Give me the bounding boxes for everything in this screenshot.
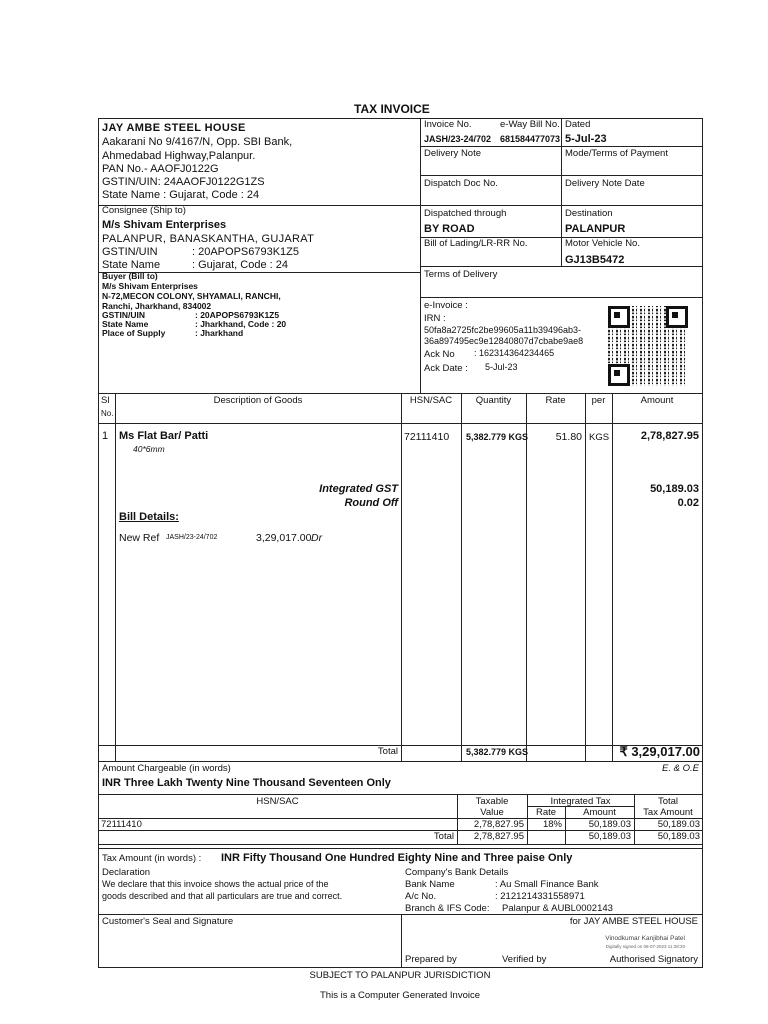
tax-igst-header: Integrated Tax	[550, 796, 611, 807]
col-quantity	[526, 393, 527, 761]
buyer-address-1: N-72,MECON COLONY, SHYAMALI, RANCHI,	[102, 291, 281, 301]
tax-taxable-header-2: Value	[480, 807, 504, 818]
tax-taxable-header-1: Taxable	[475, 796, 509, 807]
col-sl	[115, 393, 116, 761]
tax-rate-header: Rate	[535, 807, 557, 818]
invoice-title: TAX INVOICE	[354, 102, 430, 116]
item-amount: 2,78,827.95	[640, 430, 699, 442]
declaration-line-1: We declare that this invoice shows the actual price of the	[102, 879, 329, 889]
seller-address-1: Aakarani No 9/4167/N, Opp. SBI Bank,	[102, 136, 293, 148]
total-amount: ₹ 3,29,017.00	[619, 744, 700, 759]
signature-top	[98, 914, 702, 915]
tax-row-total: 50,189.03	[657, 819, 700, 830]
bill-ref-type: New Ref	[119, 532, 160, 544]
bill-ref-number: JASH/23-24/702	[166, 534, 218, 541]
item-sl: 1	[102, 430, 109, 442]
computer-generated-note: This is a Computer Generated Invoice	[320, 990, 480, 1001]
meta-divider	[561, 118, 562, 266]
col-hsn	[461, 393, 462, 761]
tax-table-bottom	[98, 844, 702, 845]
declaration-top	[98, 848, 702, 849]
bank-name: : Au Small Finance Bank	[495, 879, 599, 890]
header-no: No.	[101, 409, 114, 418]
declaration-heading: Declaration	[102, 867, 151, 878]
bank-name-label: Bank Name	[405, 879, 455, 890]
eway-no: 681584477073	[500, 134, 561, 144]
tax-total-total: 50,189.03	[657, 831, 700, 842]
einvoice-label: e-Invoice :	[424, 300, 468, 311]
buyer-pos: : Jharkhand	[195, 328, 244, 338]
tax-total-header-1: Total	[657, 796, 679, 807]
tax-amount-header: Amount	[583, 807, 616, 818]
buyer-pos-label: Place of Supply	[102, 328, 166, 338]
bank-heading: Company's Bank Details	[405, 867, 509, 878]
signer-name: Vinodkumar Kanjibhai Patel	[605, 935, 685, 942]
buyer-name: M/s Shivam Enterprises	[102, 281, 198, 291]
tax-hsn-header: HSN/SAC	[256, 796, 299, 807]
delivery-note-date-label: Delivery Note Date	[565, 178, 645, 189]
igst-label: Integrated GST	[319, 483, 398, 495]
buyer-gstin-label: GSTIN/UIN	[102, 310, 145, 320]
dated-label: Dated	[565, 119, 591, 130]
verified-by-label: Verified by	[502, 954, 547, 965]
meta-row3	[420, 205, 702, 206]
buyer-address-2: Ranchi, Jharkhand, 834002	[102, 301, 212, 311]
header-amount: Amount	[640, 395, 674, 406]
seller-address-2: Ahmedabad Highway,Palanpur.	[102, 150, 256, 162]
ack-no-label: Ack No	[424, 349, 455, 360]
consignee-address: PALANPUR, BANASKANTHA, GUJARAT	[102, 233, 315, 245]
irn-line-1: 50fa8a2725fc2be99605a11b39496ab3-	[424, 325, 581, 335]
jurisdiction-note: SUBJECT TO PALANPUR JURISDICTION	[309, 970, 491, 981]
consignee-state: : Gujarat, Code : 24	[192, 259, 288, 271]
bill-of-lading-label: Bill of Lading/LR-RR No.	[424, 238, 528, 249]
seller-gstin: GSTIN/UIN: 24AAOFJ0122G1ZS	[102, 176, 265, 188]
declaration-line-2: goods described and that all particulars are true and correct.	[102, 891, 343, 901]
tax-words: INR Fifty Thousand One Hundred Eighty Nine and Three paise Only	[221, 852, 573, 864]
irn-line-2: 36a897495ec9e12840807d7cbabe9ae8	[424, 336, 584, 346]
total-quantity: 5,382.779 KGS	[466, 747, 529, 757]
consignee-gstin: : 20APOPS6793K1Z5	[192, 246, 300, 258]
tax-row-hsn: 72111410	[101, 819, 142, 830]
customer-signature-label: Customer's Seal and Signature	[102, 916, 234, 927]
meta-row6	[420, 297, 702, 298]
header-hsn: HSN/SAC	[409, 395, 453, 406]
authorised-signatory-label: Authorised Signatory	[609, 954, 698, 965]
dated-value: 5-Jul-23	[565, 133, 607, 145]
header-per: per	[591, 395, 606, 406]
amount-words-label: Amount Chargeable (in words)	[102, 763, 231, 774]
meta-row5	[420, 266, 702, 267]
digital-signature-note: Digitally signed on 06-07-2023 11:28:20	[605, 944, 685, 949]
for-company-label: for JAY AMBE STEEL HOUSE	[569, 916, 698, 927]
item-description: Ms Flat Bar/ Patti	[119, 430, 209, 442]
amount-words: INR Three Lakh Twenty Nine Thousand Seventeen Only	[102, 777, 391, 789]
bank-branch-label: Branch & IFS Code:	[405, 903, 490, 914]
tax-words-label: Tax Amount (in words) :	[102, 853, 202, 864]
bank-branch: Palanpur & AUBL0002143	[502, 903, 613, 914]
item-quantity: 5,382.779 KGS	[466, 432, 529, 442]
dispatched-through: BY ROAD	[424, 223, 475, 235]
eway-label: e-Way Bill No.	[500, 119, 560, 130]
igst-amount: 50,189.03	[650, 483, 699, 495]
header-divider	[420, 118, 421, 393]
buyer-state: : Jharkhand, Code : 20	[195, 319, 287, 329]
col-rate	[585, 393, 586, 761]
eoe-label: E. & O.E	[662, 763, 699, 774]
dispatched-through-label: Dispatched through	[424, 208, 507, 219]
tax-total-taxable: 2,78,827.95	[473, 831, 524, 842]
terms-of-delivery-label: Terms of Delivery	[424, 269, 498, 280]
ack-no: : 162314364234465	[474, 348, 555, 358]
prepared-by-label: Prepared by	[405, 954, 457, 965]
frame-bottom	[98, 967, 702, 968]
frame-right	[702, 118, 703, 914]
frame-top	[98, 118, 702, 119]
bank-ac: : 2121214331558971	[495, 891, 585, 902]
consignee-name: M/s Shivam Enterprises	[102, 219, 227, 231]
meta-row1	[420, 146, 702, 147]
header-description: Description of Goods	[213, 395, 303, 406]
header-sl: Sl	[101, 395, 110, 406]
consignee-heading: Consignee (Ship to)	[102, 205, 186, 216]
total-label: Total	[377, 746, 398, 757]
header-rate: Rate	[545, 395, 566, 406]
items-total-bottom	[98, 761, 702, 762]
seller-state: State Name : Gujarat, Code : 24	[102, 189, 260, 201]
meta-row2	[420, 175, 702, 176]
bank-ac-label: A/c No.	[405, 891, 437, 902]
invoice-no-label: Invoice No.	[424, 119, 472, 130]
round-off-amount: 0.02	[677, 497, 699, 509]
invoice-no: JASH/23-24/702	[424, 134, 492, 144]
seller-pan: PAN No.- AAOFJ0122G	[102, 163, 219, 175]
signature-divider	[401, 914, 402, 968]
frame-right-lower	[702, 914, 703, 968]
mode-terms-label: Mode/Terms of Payment	[565, 148, 668, 159]
seller-name: JAY AMBE STEEL HOUSE	[102, 122, 246, 134]
tax-total-label: Total	[433, 831, 454, 842]
bill-details-heading: Bill Details:	[119, 511, 179, 523]
dispatch-doc-label: Dispatch Doc No.	[424, 178, 498, 189]
buyer-state-label: State Name	[102, 319, 149, 329]
tax-table-top	[98, 794, 702, 795]
tax-row-rate: 18%	[542, 819, 562, 830]
frame-left-lower	[98, 914, 99, 968]
destination: PALANPUR	[565, 223, 626, 235]
delivery-note-label: Delivery Note	[424, 148, 482, 159]
item-per: KGS	[589, 432, 610, 443]
bill-ref-amount: 3,29,017.00	[256, 532, 312, 544]
col-per	[612, 393, 613, 761]
buyer-gstin: : 20APOPS6793K1Z5	[195, 310, 280, 320]
item-hsn: 72111410	[404, 431, 450, 443]
round-off-label: Round Off	[344, 497, 398, 509]
qr-code-icon	[608, 306, 688, 386]
ack-date-label: Ack Date :	[424, 363, 468, 374]
header-quantity: Quantity	[475, 395, 512, 406]
ack-date: 5-Jul-23	[485, 362, 518, 372]
tax-row-amount: 50,189.03	[588, 819, 631, 830]
irn-label: IRN :	[424, 313, 446, 324]
item-rate: 51.80	[555, 431, 582, 443]
consignee-gstin-label: GSTIN/UIN	[102, 246, 158, 258]
tax-row-taxable: 2,78,827.95	[473, 819, 524, 830]
tax-total-header-2: Tax Amount	[643, 807, 693, 818]
tax-total-amount: 50,189.03	[588, 831, 631, 842]
bill-ref-drcr: Dr	[311, 532, 323, 544]
item-subdescription: 40*6mm	[133, 444, 165, 454]
motor-vehicle-label: Motor Vehicle No.	[565, 238, 640, 249]
buyer-heading: Buyer (Bill to)	[102, 271, 158, 281]
destination-label: Destination	[565, 208, 613, 219]
consignee-state-label: State Name	[102, 259, 161, 271]
col-description	[401, 393, 402, 761]
motor-vehicle: GJ13B5472	[565, 254, 625, 266]
